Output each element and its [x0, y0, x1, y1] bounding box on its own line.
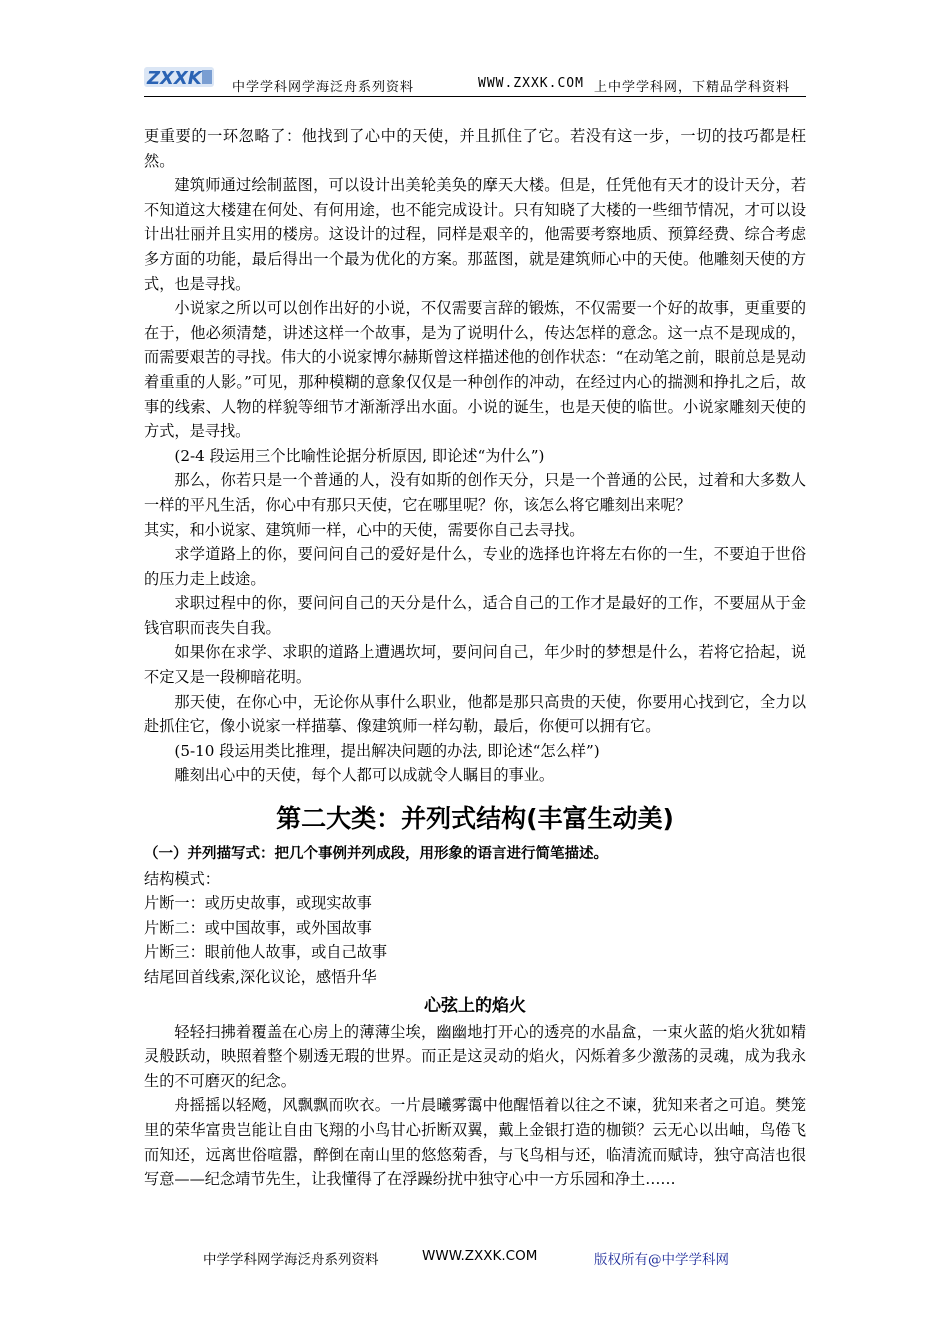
structure-line: 结尾回首线索,深化议论，感悟升华 — [144, 968, 377, 986]
essay-title: 心弦上的焰火 — [424, 995, 526, 1016]
body-paragraph: 求学道路上的你，要问问自己的爱好是什么，专业的选择也许将左右你的一生，不要迫于世俗的压力走上歧途。 — [144, 545, 806, 588]
footer-site-url: WWW.ZXXK.COM — [422, 1248, 538, 1264]
body-paragraph: 那天使，在你心中，无论你从事什么职业，他都是那只高贵的天使，你要用心找到它，全力以赴抓住它，像小说家一样描摹、像建筑师一样勾勒，最后，你便可以拥有它。 — [144, 692, 806, 736]
structure-line: 片断三：眼前他人故事，或自己故事 — [144, 943, 387, 962]
structure-line: 片断二：或中国故事，或外国故事 — [144, 918, 372, 937]
essay-paragraph: 舟摇摇以轻飏，风飘飘而吹衣。一片晨曦雾霭中他醒悟着以往之不谏，犹知来者之可追。樊笼里的荣华富贵岂能让自由飞翔的小鸟甘心折断双翼，戴上金银打造的枷锁？云无心以出岫，鸟倦飞而知还，远离世俗喧嚣，醉倒在南山里的悠悠菊香，与飞鸟相与还，临清流而赋诗，独守高洁也很写意——纪念靖节先生，让我懂得了在浮躁纷扰中独守心中一方乐园和净土…… — [144, 1096, 806, 1189]
body-paragraph: 小说家之所以可以创作出好的小说，不仅需要言辞的锻炼，不仅需要一个好的故事，更重要的在于，他必须清楚，讲述这样一个故事，是为了说明什么，传达怎样的意念。这一点不是现成的，而需要艰苦的寻找。伟大的小说家博尔赫斯曾这样描述他的创作状态：“在动笔之前，眼前总是晃动着重重的人影。”可见，那种模糊的意象仅仅是一种创作的冲动，在经过内心的揣测和挣扎之后，故事的线索、人物的样貌等细节才渐渐浮出水面。小说的诞生，也是天使的临世。小说家雕刻天使的方式，是寻找。 — [144, 299, 806, 441]
annotation-note: (5-10 段运用类比推理，提出解决问题的办法, 即论述“怎么样”) — [174, 741, 600, 760]
structure-line: 片断一：或历史故事，或现实故事 — [144, 894, 372, 913]
body-paragraph: 其实，和小说家、建筑师一样，心中的天使，需要你自己去寻找。 — [144, 520, 585, 539]
header-left-text: 中学学科网学海泛舟系列资料 — [232, 80, 415, 95]
section-subheading: （一）并列描写式：把几个事例并列成段，用形象的语言进行简笔描述。 — [144, 846, 608, 863]
body-paragraph: 求职过程中的你，要问问自己的天分是什么，适合自己的工作才是最好的工作，不要屈从于金钱官职而丧失自我。 — [144, 594, 806, 637]
section-heading: 第二大类：并列式结构(丰富生动美) — [276, 804, 674, 834]
document-body — [144, 124, 806, 1192]
body-paragraph: 那么，你若只是一个普通的人，没有如斯的创作天分，只是一个普通的公民，过着和大多数人一样的平凡生活，你心中有那只天使，它在哪里呢？你，该怎么将它雕刻出来呢？ — [144, 471, 806, 514]
body-paragraph: 建筑师通过绘制蓝图，可以设计出美轮美奂的摩天大楼。但是，任凭他有天才的设计天分，若不知道这大楼建在何处、有何用途，也不能完成设计。只有知晓了大楼的一些细节情况，才可以设计出壮丽并且实用的楼房。这设计的过程，同样是艰辛的，他需要考察地质、预算经费、综合考虑多方面的功能，最后得出一个最为优化的方案。那蓝图，就是建筑师心中的天使。他雕刻天使的方式，也是寻找。 — [144, 176, 806, 293]
page-header — [144, 62, 806, 97]
header-site-url: WWW.ZXXK.COM — [478, 76, 584, 91]
annotation-note: (2-4 段运用三个比喻性论据分析原因, 即论述“为什么”) — [174, 446, 545, 465]
header-right-text: 上中学学科网，下精品学科资料 — [594, 80, 791, 95]
structure-line: 结构模式： — [144, 869, 220, 888]
essay-paragraph: 轻轻扫拂着覆盖在心房上的薄薄尘埃，幽幽地打开心的透亮的水晶盒，一束火蓝的焰火犹如精灵般跃动，映照着整个剔透无瑕的世界。而正是这灵动的焰火，闪烁着多少激荡的灵魂，成为我永生的不可磨灭的纪念。 — [144, 1022, 806, 1090]
svg-text:ZXXK: ZXXK — [147, 68, 202, 89]
page-footer — [0, 1248, 950, 1268]
body-paragraph: 雕刻出心中的天使，每个人都可以成就令人瞩目的事业。 — [174, 766, 555, 785]
body-paragraph: 如果你在求学、求职的道路上遭遇坎坷，要问问自己，年少时的梦想是什么，若将它拾起，说不定又是一段柳暗花明。 — [144, 643, 806, 687]
footer-left-text: 中学学科网学海泛舟系列资料 — [203, 1252, 379, 1268]
footer-copyright: 版权所有@中学学科网 — [594, 1252, 729, 1268]
zxxk-logo — [144, 64, 214, 90]
body-paragraph: 更重要的一环忽略了：他找到了心中的天使，并且抓住了它。若没有这一步，一切的技巧都是枉然。 — [144, 127, 806, 170]
